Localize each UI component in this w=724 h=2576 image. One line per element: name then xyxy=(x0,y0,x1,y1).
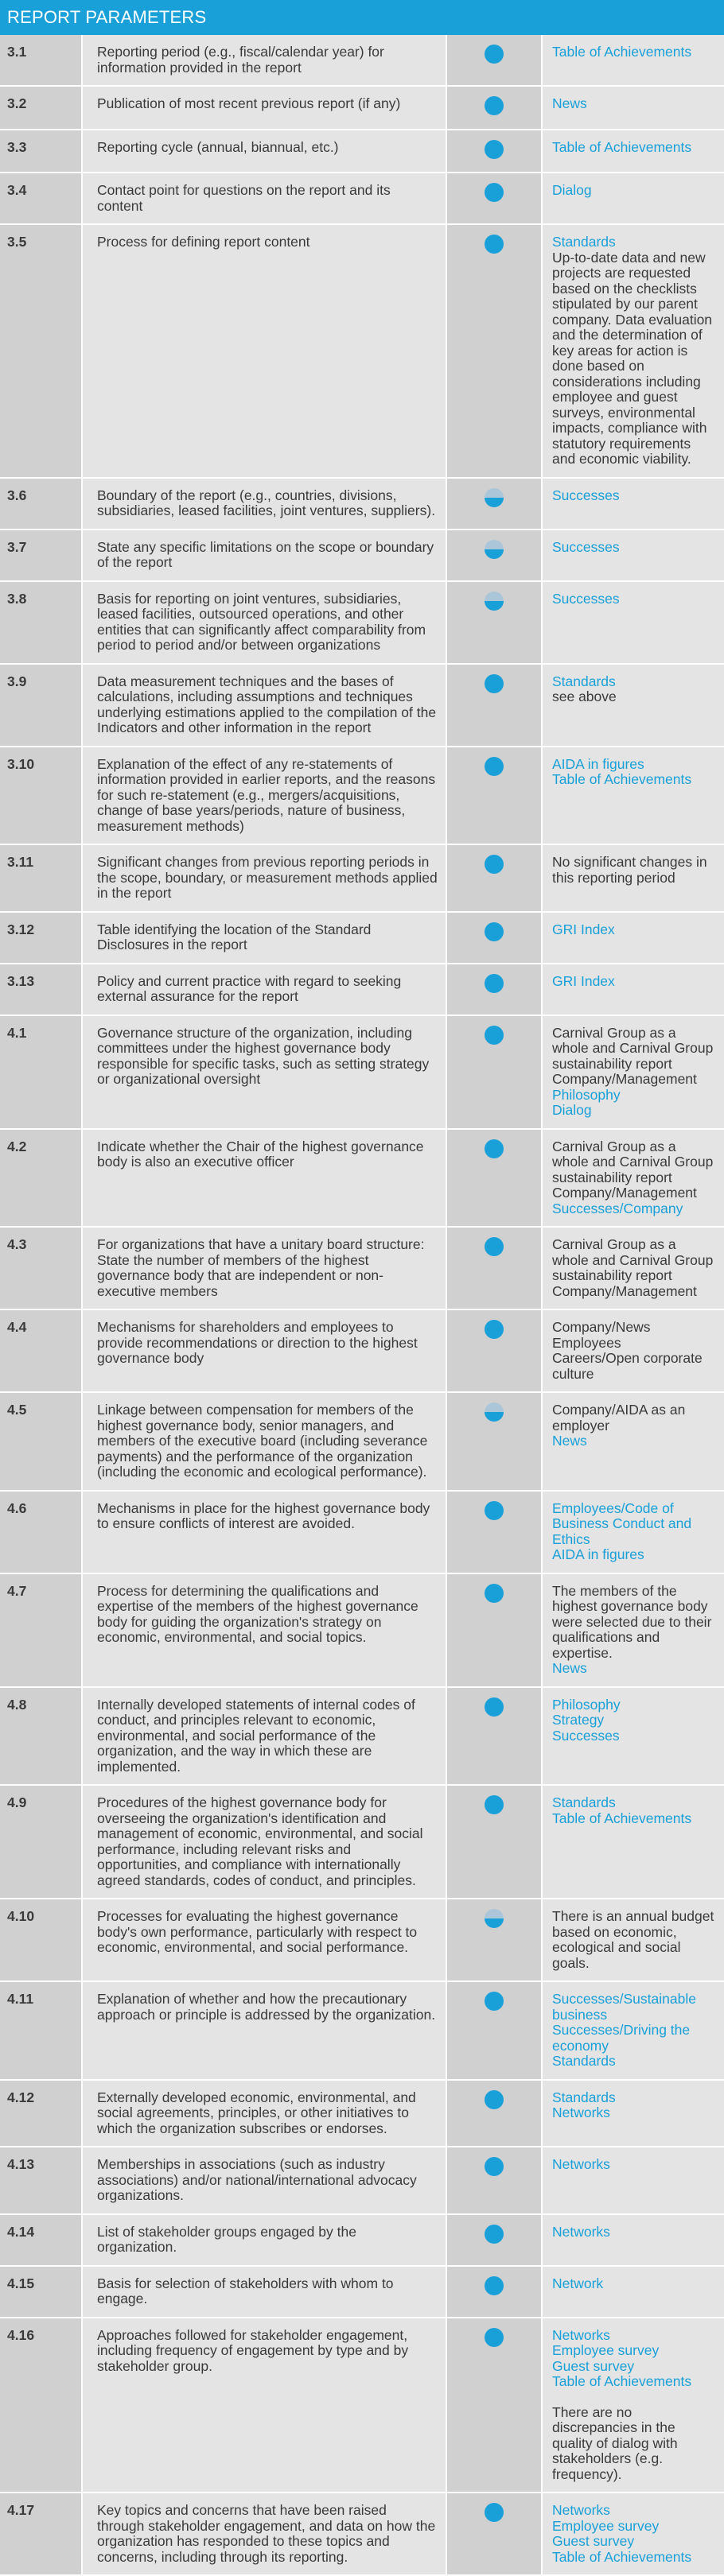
reference-cell xyxy=(542,1227,724,1309)
table-row xyxy=(0,2147,724,2214)
coverage-cell xyxy=(446,130,542,173)
indicator-description: Data measurement techniques and the bases of calculations, including assumptions and techniques underlying estimations applied to the compilation of the Indicators and other information in the report xyxy=(82,664,446,747)
reference-link[interactable]: Successes xyxy=(552,487,620,503)
fully-reported-icon xyxy=(485,1237,504,1256)
reference-cell xyxy=(542,530,724,581)
coverage-cell xyxy=(446,581,542,664)
fully-reported-icon xyxy=(485,2157,504,2176)
reference-cell xyxy=(542,844,724,912)
reference-text: There are no discrepancies in the quality of dialog with stakeholders (e.g. frequency). xyxy=(552,2403,678,2482)
partially-reported-icon xyxy=(485,540,504,559)
coverage-cell xyxy=(446,1981,542,2080)
table-row xyxy=(0,2318,724,2493)
reference-link[interactable]: Successes xyxy=(552,538,620,555)
reference-link[interactable]: GRI Index xyxy=(552,921,615,937)
reference-link[interactable]: Successes/Driving the economy xyxy=(552,2022,691,2054)
fully-reported-icon xyxy=(485,1139,504,1158)
table-row xyxy=(0,1687,724,1786)
fully-reported-icon xyxy=(485,2276,504,2295)
coverage-cell xyxy=(446,2318,542,2493)
indicator-description: Significant changes from previous reporting periods in the scope, boundary, or measurement methods applied in the report xyxy=(82,844,446,912)
fully-reported-icon xyxy=(485,855,504,874)
partially-reported-icon xyxy=(485,1402,504,1422)
partially-reported-icon xyxy=(485,592,504,611)
partially-reported-icon xyxy=(485,1909,504,1928)
reference-text: The members of the highest governance body were selected due to their qualifications and expertise. xyxy=(552,1582,712,1661)
reference-link[interactable]: Dialog xyxy=(552,1102,592,1118)
indicator-number: 4.10 xyxy=(0,1899,82,1981)
reference-link[interactable]: Philosophy xyxy=(552,1086,621,1103)
reference-cell xyxy=(542,912,724,964)
reference-link[interactable]: Network xyxy=(552,2275,604,2291)
reference-link[interactable]: Employee survey xyxy=(552,2517,660,2534)
table-row xyxy=(0,1573,724,1687)
indicator-number: 4.17 xyxy=(0,2493,82,2575)
indicator-number: 3.8 xyxy=(0,581,82,664)
reference-cell xyxy=(542,964,724,1015)
fully-reported-icon xyxy=(485,1026,504,1045)
table-row xyxy=(0,173,724,224)
fully-reported-icon xyxy=(485,922,504,941)
coverage-cell xyxy=(446,2147,542,2214)
table-row xyxy=(0,581,724,664)
reference-link[interactable]: Successes xyxy=(552,1727,620,1744)
reference-cell xyxy=(542,664,724,747)
coverage-cell xyxy=(446,224,542,478)
indicator-description: Basis for selection of stakeholders with whom to engage. xyxy=(82,2266,446,2318)
coverage-cell xyxy=(446,1687,542,1786)
fully-reported-icon xyxy=(485,96,504,115)
reference-cell xyxy=(542,2214,724,2266)
fully-reported-icon xyxy=(485,2503,504,2522)
reference-cell xyxy=(542,478,724,530)
table-row xyxy=(0,130,724,173)
reference-text: Company/AIDA as an employer xyxy=(552,1402,686,1433)
reference-text: Careers/Open corporate culture xyxy=(552,1350,703,1382)
table-row xyxy=(0,2080,724,2147)
coverage-cell xyxy=(446,2080,542,2147)
reference-cell xyxy=(542,1573,724,1687)
reference-cell xyxy=(542,1392,724,1491)
spacer xyxy=(552,2390,714,2405)
reference-cell xyxy=(542,581,724,664)
table-row xyxy=(0,1309,724,1392)
reference-text: Up-to-date data and new projects are requested based on the checklists stipulated by our parent company. Data evaluation and the determination of key areas for action is done based on considerations including employee and guest surveys, environmental impacts, compliance with statutory requirements and economic viability. xyxy=(552,249,713,467)
indicator-number: 3.11 xyxy=(0,844,82,912)
indicator-description: Mechanisms in place for the highest governance body to ensure conflicts of interest are avoided. xyxy=(82,1491,446,1573)
reference-text: Company/News xyxy=(552,1319,651,1335)
reference-link[interactable]: Table of Achievements xyxy=(552,44,692,60)
reference-link[interactable]: Standards xyxy=(552,2089,616,2105)
reference-link[interactable]: Networks xyxy=(552,2105,610,2120)
reference-link[interactable]: Standards xyxy=(552,1794,616,1810)
indicator-description: Reporting period (e.g., fiscal/calendar year) for information provided in the report xyxy=(82,35,446,86)
reference-link[interactable]: Employee survey xyxy=(552,2342,660,2358)
reference-link[interactable]: Table of Achievements xyxy=(552,2548,692,2565)
coverage-cell xyxy=(446,1227,542,1309)
indicator-number: 3.9 xyxy=(0,664,82,747)
indicator-description: Externally developed economic, environmental, and social agreements, principles, or other initiatives to which the organization subscribes or endorses. xyxy=(82,2080,446,2147)
reference-link[interactable]: Dialog xyxy=(552,182,592,198)
reference-cell xyxy=(542,1015,724,1129)
indicator-description: Memberships in associations (such as industry associations) and/or national/international advocacy organizations. xyxy=(82,2147,446,2214)
indicator-description: Explanation of whether and how the precautionary approach or principle is addressed by the organization. xyxy=(82,1981,446,2080)
indicator-number: 3.13 xyxy=(0,964,82,1015)
reference-text: Employees xyxy=(552,1334,621,1351)
indicator-number: 4.16 xyxy=(0,2318,82,2493)
fully-reported-icon xyxy=(485,674,504,693)
reference-link[interactable]: Standards xyxy=(552,2053,616,2069)
reference-cell xyxy=(542,224,724,478)
reference-text: Carnival Group as a whole and Carnival Group sustainability report xyxy=(552,1236,714,1283)
coverage-cell xyxy=(446,530,542,581)
fully-reported-icon xyxy=(485,235,504,254)
table-row xyxy=(0,2493,724,2575)
reference-link[interactable]: Networks xyxy=(552,2326,610,2343)
indicator-description: For organizations that have a unitary board structure: State the number of members of the highest governance body that are independent or non-executive members xyxy=(82,1227,446,1309)
table-row xyxy=(0,1015,724,1129)
reference-link[interactable]: Networks xyxy=(552,2502,610,2518)
fully-reported-icon xyxy=(485,1501,504,1520)
fully-reported-icon xyxy=(485,2328,504,2347)
indicator-description: Policy and current practice with regard to seeking external assurance for the report xyxy=(82,964,446,1015)
table-row xyxy=(0,478,724,530)
coverage-cell xyxy=(446,1392,542,1491)
table-row xyxy=(0,2266,724,2318)
coverage-cell xyxy=(446,1785,542,1899)
reference-cell xyxy=(542,1129,724,1228)
reference-link[interactable]: News xyxy=(552,95,587,111)
indicator-description: Mechanisms for shareholders and employees to provide recommendations or direction to the highest governance body xyxy=(82,1309,446,1392)
coverage-cell xyxy=(446,1899,542,1981)
indicator-description: Internally developed statements of internal codes of conduct, and principles relevant to economic, environmental, and social performance of the organization, and the way in which these are implemented. xyxy=(82,1687,446,1786)
indicator-description: Basis for reporting on joint ventures, subsidiaries, leased facilities, outsourced operations, and other entities that can significantly affect comparability from period to period and/or between organizations xyxy=(82,581,446,664)
coverage-cell xyxy=(446,2493,542,2575)
table-row xyxy=(0,224,724,478)
indicator-number: 4.4 xyxy=(0,1309,82,1392)
table-row xyxy=(0,664,724,747)
indicator-description: Procedures of the highest governance body for overseeing the organization's identification and management of economic, environmental, and social performance, including relevant risks and opportunities, and compliance with internationally agreed standards, codes of conduct, and principles. xyxy=(82,1785,446,1899)
indicator-number: 3.5 xyxy=(0,224,82,478)
reference-link[interactable]: Standards xyxy=(552,673,616,689)
fully-reported-icon xyxy=(485,1697,504,1717)
reference-text: Company/Management xyxy=(552,1071,697,1087)
indicator-description: Approaches followed for stakeholder engagement, including frequency of engagement by type and by stakeholder group. xyxy=(82,2318,446,2493)
table-row xyxy=(0,1491,724,1573)
reference-cell xyxy=(542,2147,724,2214)
indicator-description: Processes for evaluating the highest governance body's own performance, particularly with respect to economic, environmental, and social performance. xyxy=(82,1899,446,1981)
reference-link[interactable]: Table of Achievements xyxy=(552,2373,692,2389)
reference-text: Company/Management xyxy=(552,1282,697,1299)
coverage-cell xyxy=(446,1491,542,1573)
reference-link[interactable]: GRI Index xyxy=(552,972,615,989)
indicator-description: Explanation of the effect of any re-statements of information provided in earlier reports, and the reasons for such re-statement (e.g., mergers/acquisitions, change of base years/periods, nature of business, measurement methods) xyxy=(82,747,446,845)
indicator-number: 4.2 xyxy=(0,1129,82,1228)
indicator-description: Key topics and concerns that have been raised through stakeholder engagement, and data on how the organization has responded to these topics and concerns, including through its reporting. xyxy=(82,2493,446,2575)
reference-text: Company/Management xyxy=(552,1185,697,1201)
reference-text: see above xyxy=(552,689,617,704)
indicator-description: Contact point for questions on the report and its content xyxy=(82,173,446,224)
reference-text: Carnival Group as a whole and Carnival Group sustainability report xyxy=(552,1024,714,1072)
indicator-number: 3.12 xyxy=(0,912,82,964)
indicator-number: 3.2 xyxy=(0,86,82,130)
reference-cell xyxy=(542,86,724,130)
fully-reported-icon xyxy=(485,1320,504,1339)
table-row xyxy=(0,912,724,964)
indicator-description: Indicate whether the Chair of the highest governance body is also an executive officer xyxy=(82,1129,446,1228)
indicator-number: 4.5 xyxy=(0,1392,82,1491)
indicator-number: 4.1 xyxy=(0,1015,82,1129)
indicator-number: 4.6 xyxy=(0,1491,82,1573)
partially-reported-icon xyxy=(485,488,504,507)
section-header: REPORT PARAMETERS xyxy=(0,0,724,35)
table-row xyxy=(0,530,724,581)
reference-cell xyxy=(542,35,724,86)
indicator-number: 4.12 xyxy=(0,2080,82,2147)
fully-reported-icon xyxy=(485,1795,504,1814)
reference-link[interactable]: Networks xyxy=(552,2156,610,2172)
fully-reported-icon xyxy=(485,974,504,993)
table-row xyxy=(0,2214,724,2266)
reference-text: There is an annual budget based on economic, ecological and social goals. xyxy=(552,1908,714,1971)
coverage-cell xyxy=(446,478,542,530)
table-row xyxy=(0,844,724,912)
indicator-description: Linkage between compensation for members of the highest governance body, senior managers, and members of the executive board (including severance payments) and the performance of the organization (including the economic and ecological performance). xyxy=(82,1392,446,1491)
reference-cell xyxy=(542,2080,724,2147)
reference-link[interactable]: Table of Achievements xyxy=(552,771,692,787)
reference-link[interactable]: Guest survey xyxy=(552,2533,635,2549)
reference-link[interactable]: Successes/Sustainable business xyxy=(552,1991,696,2023)
gri-index-table xyxy=(0,35,724,2576)
fully-reported-icon xyxy=(485,45,504,64)
reference-cell xyxy=(542,173,724,224)
reference-link[interactable]: News xyxy=(552,1433,587,1449)
reference-cell xyxy=(542,747,724,845)
table-row xyxy=(0,35,724,86)
indicator-description: Process for determining the qualifications and expertise of the members of the highest governance body for guiding the organization's strategy on economic, environmental, and social topics. xyxy=(82,1573,446,1687)
coverage-cell xyxy=(446,964,542,1015)
indicator-number: 3.4 xyxy=(0,173,82,224)
reference-link[interactable]: Strategy xyxy=(552,1712,605,1728)
indicator-description: List of stakeholder groups engaged by the organization. xyxy=(82,2214,446,2266)
reference-cell xyxy=(542,1785,724,1899)
indicator-number: 4.7 xyxy=(0,1573,82,1687)
reference-cell xyxy=(542,2318,724,2493)
indicator-number: 3.1 xyxy=(0,35,82,86)
coverage-cell xyxy=(446,2214,542,2266)
indicator-description: Reporting cycle (annual, biannual, etc.) xyxy=(82,130,446,173)
table-body xyxy=(0,35,724,2575)
coverage-cell xyxy=(446,747,542,845)
indicator-number: 4.11 xyxy=(0,1981,82,2080)
fully-reported-icon xyxy=(485,2090,504,2109)
table-row xyxy=(0,1227,724,1309)
reference-link[interactable]: Successes xyxy=(552,590,620,607)
table-row xyxy=(0,1899,724,1981)
indicator-number: 4.8 xyxy=(0,1687,82,1786)
table-row xyxy=(0,1129,724,1228)
table-row xyxy=(0,86,724,130)
reference-text: Carnival Group as a whole and Carnival Group sustainability report xyxy=(552,1138,714,1185)
reference-link[interactable]: Successes/Company xyxy=(552,1200,683,1216)
fully-reported-icon xyxy=(485,757,504,776)
fully-reported-icon xyxy=(485,1584,504,1603)
table-row xyxy=(0,1785,724,1899)
indicator-description: Table identifying the location of the Standard Disclosures in the report xyxy=(82,912,446,964)
coverage-cell xyxy=(446,1015,542,1129)
indicator-number: 3.7 xyxy=(0,530,82,581)
indicator-description: Governance structure of the organization, including committees under the highest governance body responsible for specific tasks, such as setting strategy or organizational oversight xyxy=(82,1015,446,1129)
indicator-number: 4.14 xyxy=(0,2214,82,2266)
reference-link[interactable]: Employees/Code of Business Conduct and Ethics xyxy=(552,1499,692,1547)
reference-cell xyxy=(542,1491,724,1573)
reference-cell xyxy=(542,1687,724,1786)
reference-link[interactable]: Networks xyxy=(552,2223,610,2240)
table-row xyxy=(0,1981,724,2080)
reference-link[interactable]: AIDA in figures xyxy=(552,1546,644,1562)
indicator-number: 4.3 xyxy=(0,1227,82,1309)
reference-cell xyxy=(542,2266,724,2318)
coverage-cell xyxy=(446,1129,542,1228)
reference-link[interactable]: Table of Achievements xyxy=(552,1810,692,1826)
indicator-number: 3.6 xyxy=(0,478,82,530)
reference-cell xyxy=(542,130,724,173)
indicator-number: 4.9 xyxy=(0,1785,82,1899)
reference-cell xyxy=(542,1309,724,1392)
indicator-description: Boundary of the report (e.g., countries, divisions, subsidiaries, leased facilities, joint ventures, suppliers). xyxy=(82,478,446,530)
reference-link[interactable]: AIDA in figures xyxy=(552,755,644,772)
reference-link[interactable]: Guest survey xyxy=(552,2357,635,2374)
indicator-description: State any specific limitations on the scope or boundary of the report xyxy=(82,530,446,581)
reference-link[interactable]: Standards xyxy=(552,234,616,250)
coverage-cell xyxy=(446,35,542,86)
indicator-number: 3.10 xyxy=(0,747,82,845)
reference-text: No significant changes in this reporting period xyxy=(552,854,707,886)
coverage-cell xyxy=(446,86,542,130)
fully-reported-icon xyxy=(485,2225,504,2244)
indicator-number: 4.15 xyxy=(0,2266,82,2318)
fully-reported-icon xyxy=(485,140,504,159)
indicator-number: 3.3 xyxy=(0,130,82,173)
reference-link[interactable]: Philosophy xyxy=(552,1696,621,1713)
coverage-cell xyxy=(446,173,542,224)
reference-cell xyxy=(542,1981,724,2080)
reference-link[interactable]: News xyxy=(552,1660,587,1676)
reference-cell xyxy=(542,2493,724,2575)
coverage-cell xyxy=(446,912,542,964)
coverage-cell xyxy=(446,2266,542,2318)
indicator-description: Publication of most recent previous report (if any) xyxy=(82,86,446,130)
table-row xyxy=(0,1392,724,1491)
coverage-cell xyxy=(446,1309,542,1392)
coverage-cell xyxy=(446,664,542,747)
fully-reported-icon xyxy=(485,183,504,202)
table-row xyxy=(0,747,724,845)
indicator-number: 4.13 xyxy=(0,2147,82,2214)
reference-cell xyxy=(542,1899,724,1981)
fully-reported-icon xyxy=(485,1992,504,2011)
reference-link[interactable]: Table of Achievements xyxy=(552,138,692,155)
indicator-description: Process for defining report content xyxy=(82,224,446,478)
coverage-cell xyxy=(446,844,542,912)
coverage-cell xyxy=(446,1573,542,1687)
table-row xyxy=(0,964,724,1015)
